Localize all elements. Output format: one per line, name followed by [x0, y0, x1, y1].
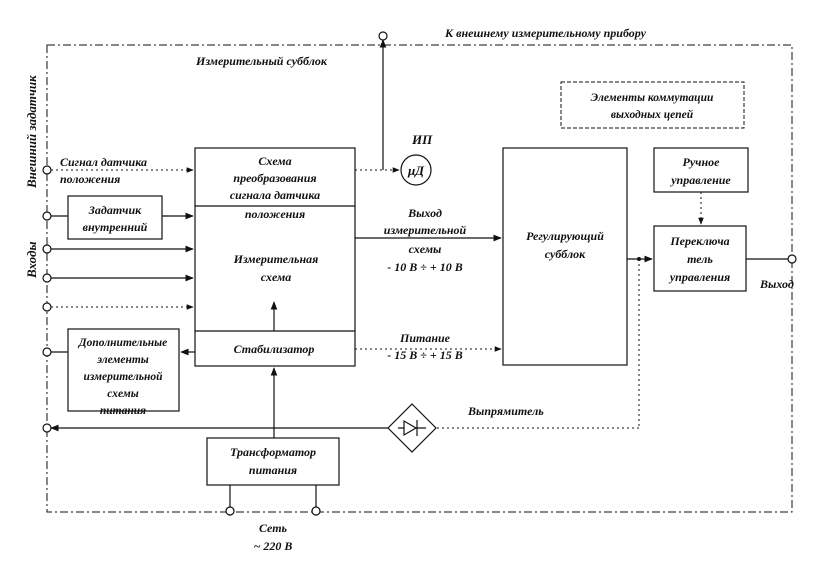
central-column [195, 148, 355, 366]
converter-line4: положения [244, 207, 306, 221]
additional-elements-line3: измерительной [83, 371, 163, 383]
control-switch-line1: Переключа [670, 234, 730, 248]
regulating-line2: субблок [544, 247, 586, 261]
power-transformer-block [207, 438, 339, 485]
manual-control-line2: управление [671, 173, 731, 187]
measuring-circuit-line2: схема [260, 270, 292, 284]
rectifier-symbol [388, 404, 436, 452]
mains-terminal-right [312, 507, 320, 515]
power-caption-line1: Питание [399, 331, 451, 345]
power-caption-line2: - 15 В ÷ + 15 В [387, 348, 463, 362]
control-switch-line3: управления [669, 270, 731, 284]
control-switch-line2: тель [687, 252, 713, 266]
manual-control-block [654, 148, 748, 192]
additional-elements-block [68, 329, 179, 417]
control-switch-block [654, 226, 746, 291]
manual-control-line1: Ручное [682, 155, 720, 169]
measuring-subblock-label: Измерительный субблок [196, 54, 327, 68]
external-setter-label: Внешний задатчик [24, 75, 39, 188]
rectifier-label: Выпрямитель [468, 404, 544, 418]
inputs-label: Входы [24, 241, 39, 278]
switching-elements-block [561, 82, 744, 128]
internal-setter-line1: Задатчик [88, 203, 142, 217]
regulating-line1: Регулирующий [526, 229, 604, 243]
transformer-line1: Трансформатор [229, 445, 317, 459]
switching-elements-line2: выходных цепей [610, 109, 694, 121]
sensor-signal-line2: положения [60, 172, 121, 186]
mains-terminal-left [226, 507, 234, 515]
additional-elements-line1: Дополнительные [78, 337, 168, 349]
regulating-subblock [503, 148, 627, 365]
internal-setter-line2: внутренний [82, 220, 148, 234]
network-line2: ~ 220 В [253, 539, 293, 553]
converter-line3: сигнала датчика [229, 188, 321, 202]
ip-label: ИП [412, 132, 433, 147]
additional-elements-line5: питания [99, 405, 147, 417]
output-label: Выход [760, 277, 794, 291]
additional-elements-line4: схемы [107, 388, 139, 400]
measuring-circuit-line1: Измерительная [233, 252, 319, 266]
external-device-terminal [379, 32, 387, 40]
sensor-signal-line1: Сигнал датчика [60, 155, 147, 169]
output-caption-line1: Выход [408, 206, 442, 220]
output-caption-line4: - 10 В ÷ + 10 В [387, 260, 463, 274]
output-caption-line2: измерительной [383, 223, 467, 237]
stabilizer-label: Стабилизатор [233, 342, 315, 356]
network-line1: Сеть [258, 521, 288, 535]
converter-line1: Схема [258, 154, 292, 168]
output-caption-line3: схемы [408, 242, 442, 256]
additional-elements-line2: элементы [97, 354, 149, 366]
switching-elements-line1: Элементы коммутации [590, 92, 714, 104]
gauge-label: μД [407, 163, 425, 178]
output-terminal [788, 255, 796, 263]
external-device-label: К внешнему измерительному прибору [445, 26, 646, 40]
converter-line2: преобразования [233, 171, 317, 185]
transformer-line2: питания [248, 463, 298, 477]
internal-setter-block [68, 196, 162, 239]
